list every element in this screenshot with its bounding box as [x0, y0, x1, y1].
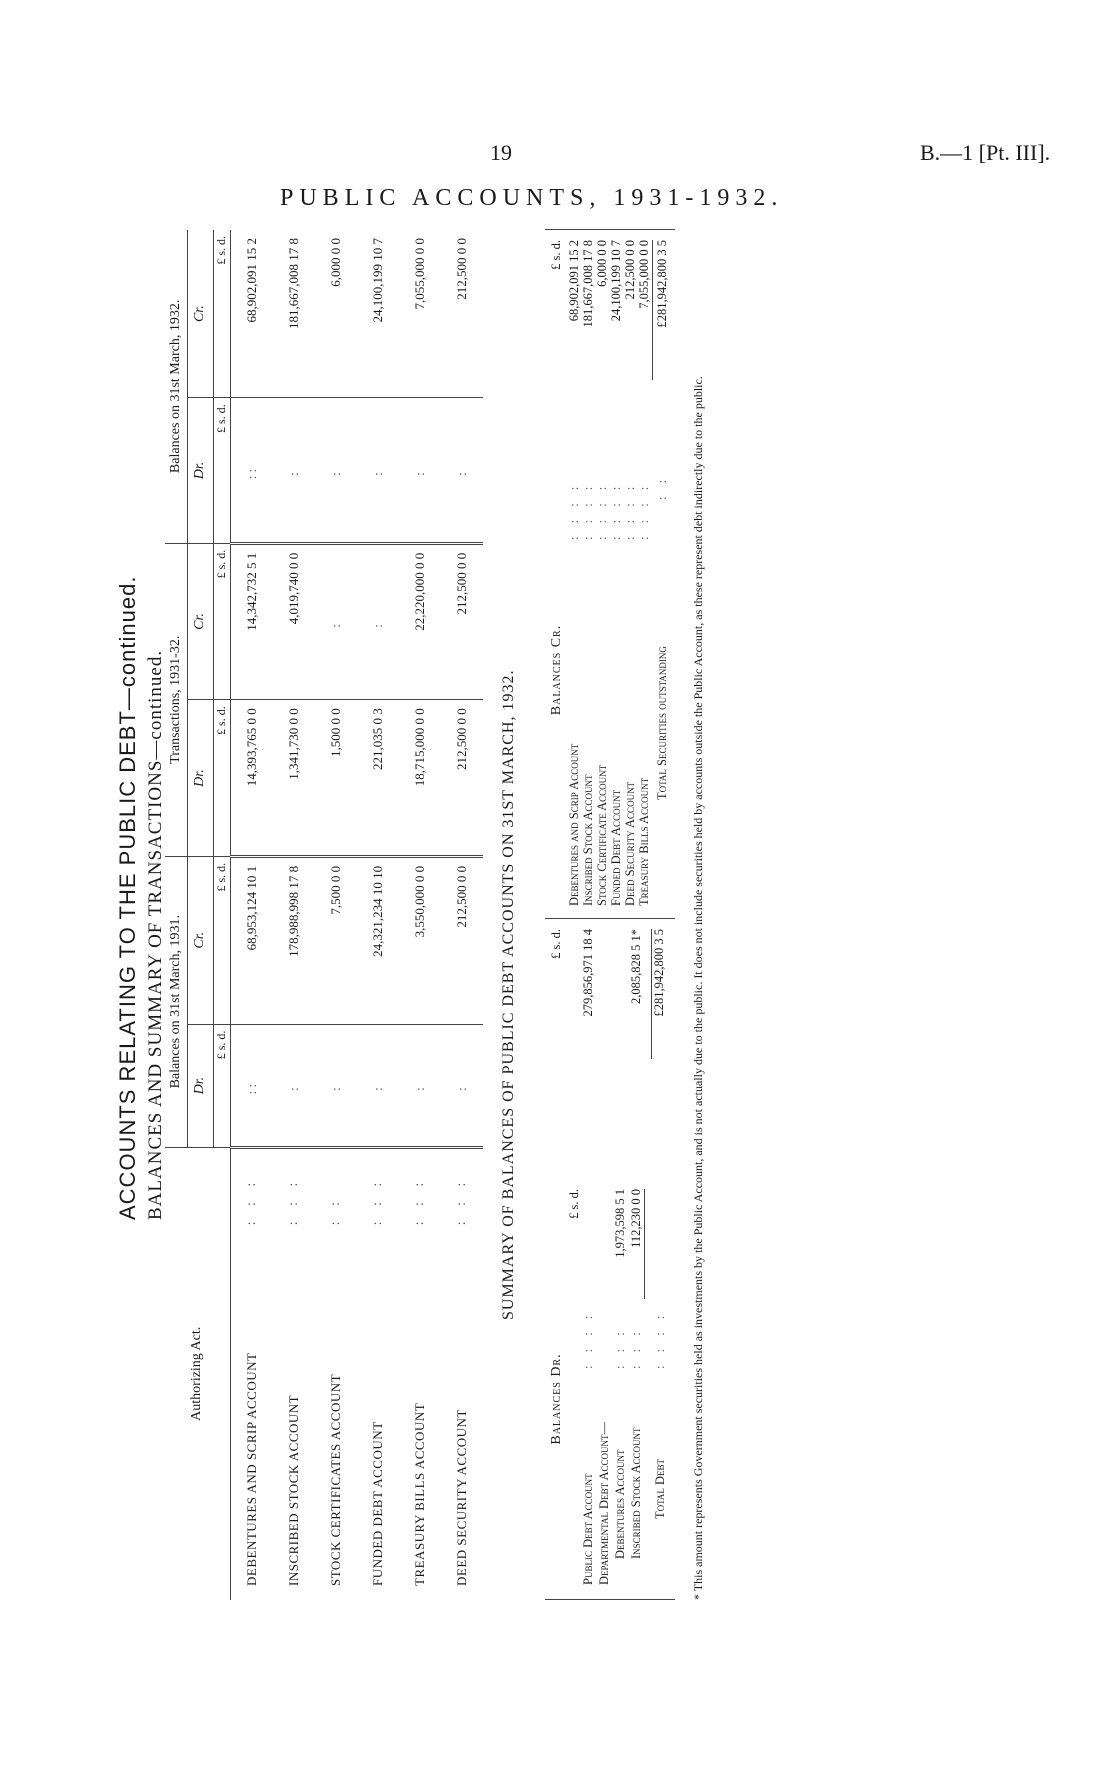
cell: 221,035 0 3: [357, 700, 399, 857]
leader-dots: : : :: [243, 1176, 259, 1226]
leader-dots: : : : :: [623, 481, 637, 540]
leader-dots: : : : :: [581, 1310, 595, 1369]
cell: 212,500 0 0: [441, 543, 483, 700]
total-debt-label: Total Debt: [653, 1458, 667, 1519]
cell: 18,715,000 0 0: [399, 700, 441, 857]
cell: :: [399, 398, 441, 543]
cr-item-label: Treasury Bills Account: [637, 777, 651, 906]
cell: 22,220,000 0 0: [399, 543, 441, 700]
unit-label: £ s. d.: [213, 230, 230, 398]
unit-label: £ s. d.: [213, 856, 230, 1024]
unit-label: £ s. d.: [213, 700, 230, 857]
summary-title: SUMMARY OF BALANCES OF PUBLIC DEBT ACCOUNTS ON 31ST MARCH, 1932.: [500, 669, 517, 1320]
transactions-header: Transactions, 1931-32.: [165, 543, 187, 856]
balances-dr-header: Balances Dr.: [549, 1353, 564, 1445]
total-securities-label: Total Securities outstanding: [655, 646, 669, 800]
dr-header: Dr.: [187, 700, 213, 857]
departmental-total: 2,085,828 5 1*: [629, 929, 643, 1004]
leader-dots: : : : :: [595, 481, 609, 540]
leader-dots: : : :: [453, 1176, 469, 1226]
cell: 68,953,124 10 1: [230, 856, 273, 1024]
cell: 212,500 0 0: [441, 856, 483, 1024]
table-row: [273, 230, 315, 1600]
cr-item-amount: 6,000 0 0: [595, 240, 609, 287]
cr-item-label: Debentures and Scrip Account: [567, 743, 581, 906]
rotated-page-content: [115, 230, 775, 1600]
footnote: * This amount represents Government securities held as investments by the Public Account, and is not actually due to the public. It does not include securities held by accounts outside the Public Account, as these represent debt indirectly due to the public.: [691, 376, 705, 1600]
table-row: [441, 230, 483, 1600]
cell: :: [441, 398, 483, 543]
cell: :: [315, 543, 357, 700]
unit-label: £ s. d.: [567, 1189, 581, 1219]
inscribed-label: Inscribed Stock Account: [629, 1427, 643, 1559]
cell: :: [273, 398, 315, 543]
balances-table: [165, 230, 483, 1600]
table-row: [399, 230, 441, 1600]
cell: 212,500 0 0: [441, 700, 483, 857]
cell: 24,100,199 10 7: [357, 230, 399, 398]
dr-header: Dr.: [187, 398, 213, 543]
debentures-label: Debentures Account: [613, 1449, 627, 1559]
leader-dots: : : :: [285, 1176, 301, 1226]
unit-label: £ s. d.: [549, 240, 563, 270]
leader-dots: : : : :: [653, 1310, 667, 1369]
total-securities-amount: £281,942,800 3 5: [655, 240, 669, 328]
cell: 68,902,091 15 2: [230, 230, 273, 398]
leader-dots: : : :: [613, 1327, 627, 1369]
public-debt-amount: 279,856,971 18 4: [581, 929, 595, 1017]
sub-title: BALANCES AND SUMMARY OF TRANSACTIONS—continued.: [145, 649, 166, 1220]
cell: 181,667,008 17 8: [273, 230, 315, 398]
cr-header: Cr.: [187, 856, 213, 1024]
cell: 14,393,765 0 0: [230, 700, 273, 857]
publication-title: PUBLIC ACCOUNTS, 1931-1932.: [280, 185, 784, 211]
leader-dots: : : :: [629, 1327, 643, 1369]
leader-dots: : : :: [411, 1176, 427, 1226]
cell: :: [357, 398, 399, 543]
cr-item-amount: 68,902,091 15 2: [567, 240, 581, 322]
total-debt-amount: £281,942,800 3 5: [651, 929, 667, 1059]
cell: :: [357, 543, 399, 700]
leader-dots: : : :: [369, 1176, 385, 1226]
cell: :: [441, 1024, 483, 1147]
cell: 1,341,730 0 0: [273, 700, 315, 857]
cr-item-amount: 24,100,199 10 7: [609, 240, 623, 322]
account-name: STOCK CERTIFICATES ACCOUNT: [327, 1373, 343, 1586]
leader-dots: : : : :: [637, 481, 651, 540]
cell: 178,988,998 17 8: [273, 856, 315, 1024]
cr-header: Cr.: [187, 543, 213, 700]
cell: 6,000 0 0: [315, 230, 357, 398]
leader-dots: : : : :: [567, 481, 581, 540]
inscribed-amount: 112,230 0 0: [629, 1189, 645, 1299]
unit-label: £ s. d.: [213, 543, 230, 700]
unit-label: £ s. d.: [213, 1024, 230, 1147]
table-row: [315, 230, 357, 1600]
cell: :: [273, 1024, 315, 1147]
unit-label: £ s. d.: [549, 929, 563, 959]
cell: 7,055,000 0 0: [399, 230, 441, 398]
cell: 1,500 0 0: [315, 700, 357, 857]
cell: 24,321,234 10 10: [357, 856, 399, 1024]
page-number: 19: [490, 140, 512, 165]
leader-dots: : : : :: [609, 481, 623, 540]
cr-item-amount: 7,055,000 0 0: [637, 240, 653, 380]
cell: : :: [230, 1024, 273, 1147]
cell: : :: [230, 398, 273, 543]
balances-cr-box: [545, 229, 675, 920]
balances-cr-header: Balances Cr.: [549, 624, 564, 716]
cr-header: Cr.: [187, 230, 213, 398]
cell: :: [315, 398, 357, 543]
cr-item-label: Deed Security Account: [623, 781, 637, 906]
balances-1932-header: Balances on 31st March, 1932.: [165, 230, 187, 543]
cr-item-amount: 181,667,008 17 8: [581, 240, 595, 328]
account-name: INSCRIBED STOCK ACCOUNT: [285, 1394, 301, 1586]
main-title: ACCOUNTS RELATING TO THE PUBLIC DEBT—continued.: [115, 575, 140, 1220]
balances-dr-box: [545, 918, 675, 1600]
leader-dots: : :: [655, 474, 669, 500]
cell: 14,342,732 5 1: [230, 543, 273, 700]
cr-item-label: Funded Debt Account: [609, 789, 623, 906]
authorizing-act-header: Authorizing Act.: [165, 1147, 230, 1600]
departmental-label: Departmental Debt Account—: [597, 1421, 611, 1585]
cell: 3,550,000 0 0: [399, 856, 441, 1024]
dr-header: Dr.: [187, 1024, 213, 1147]
unit-label: £ s. d.: [213, 398, 230, 543]
leader-dots: : : : :: [581, 481, 595, 540]
account-name: DEED SECURITY ACCOUNT: [453, 1409, 469, 1586]
account-name: FUNDED DEBT ACCOUNT: [369, 1421, 385, 1586]
part-reference: B.—1 [Pt. III].: [920, 140, 1051, 165]
cell: :: [357, 1024, 399, 1147]
balances-1931-header: Balances on 31st March, 1931.: [165, 856, 187, 1147]
cr-item-label: Stock Certificate Account: [595, 764, 609, 906]
account-name: DEBENTURES AND SCRIP ACCOUNT: [243, 1352, 259, 1586]
public-debt-label: Public Debt Account: [581, 1473, 595, 1585]
table-row: [230, 230, 273, 1600]
cr-item-amount: 212,500 0 0: [623, 240, 637, 300]
leader-dots: : :: [327, 1196, 343, 1226]
debentures-amount: 1,973,598 5 1: [613, 1189, 627, 1258]
cell: 212,500 0 0: [441, 230, 483, 398]
account-name: TREASURY BILLS ACCOUNT: [411, 1402, 427, 1586]
cr-item-label: Inscribed Stock Account: [581, 774, 595, 906]
cell: :: [399, 1024, 441, 1147]
table-row: [357, 230, 399, 1600]
cell: 4,019,740 0 0: [273, 543, 315, 700]
cell: :: [315, 1024, 357, 1147]
cell: 7,500 0 0: [315, 856, 357, 1024]
